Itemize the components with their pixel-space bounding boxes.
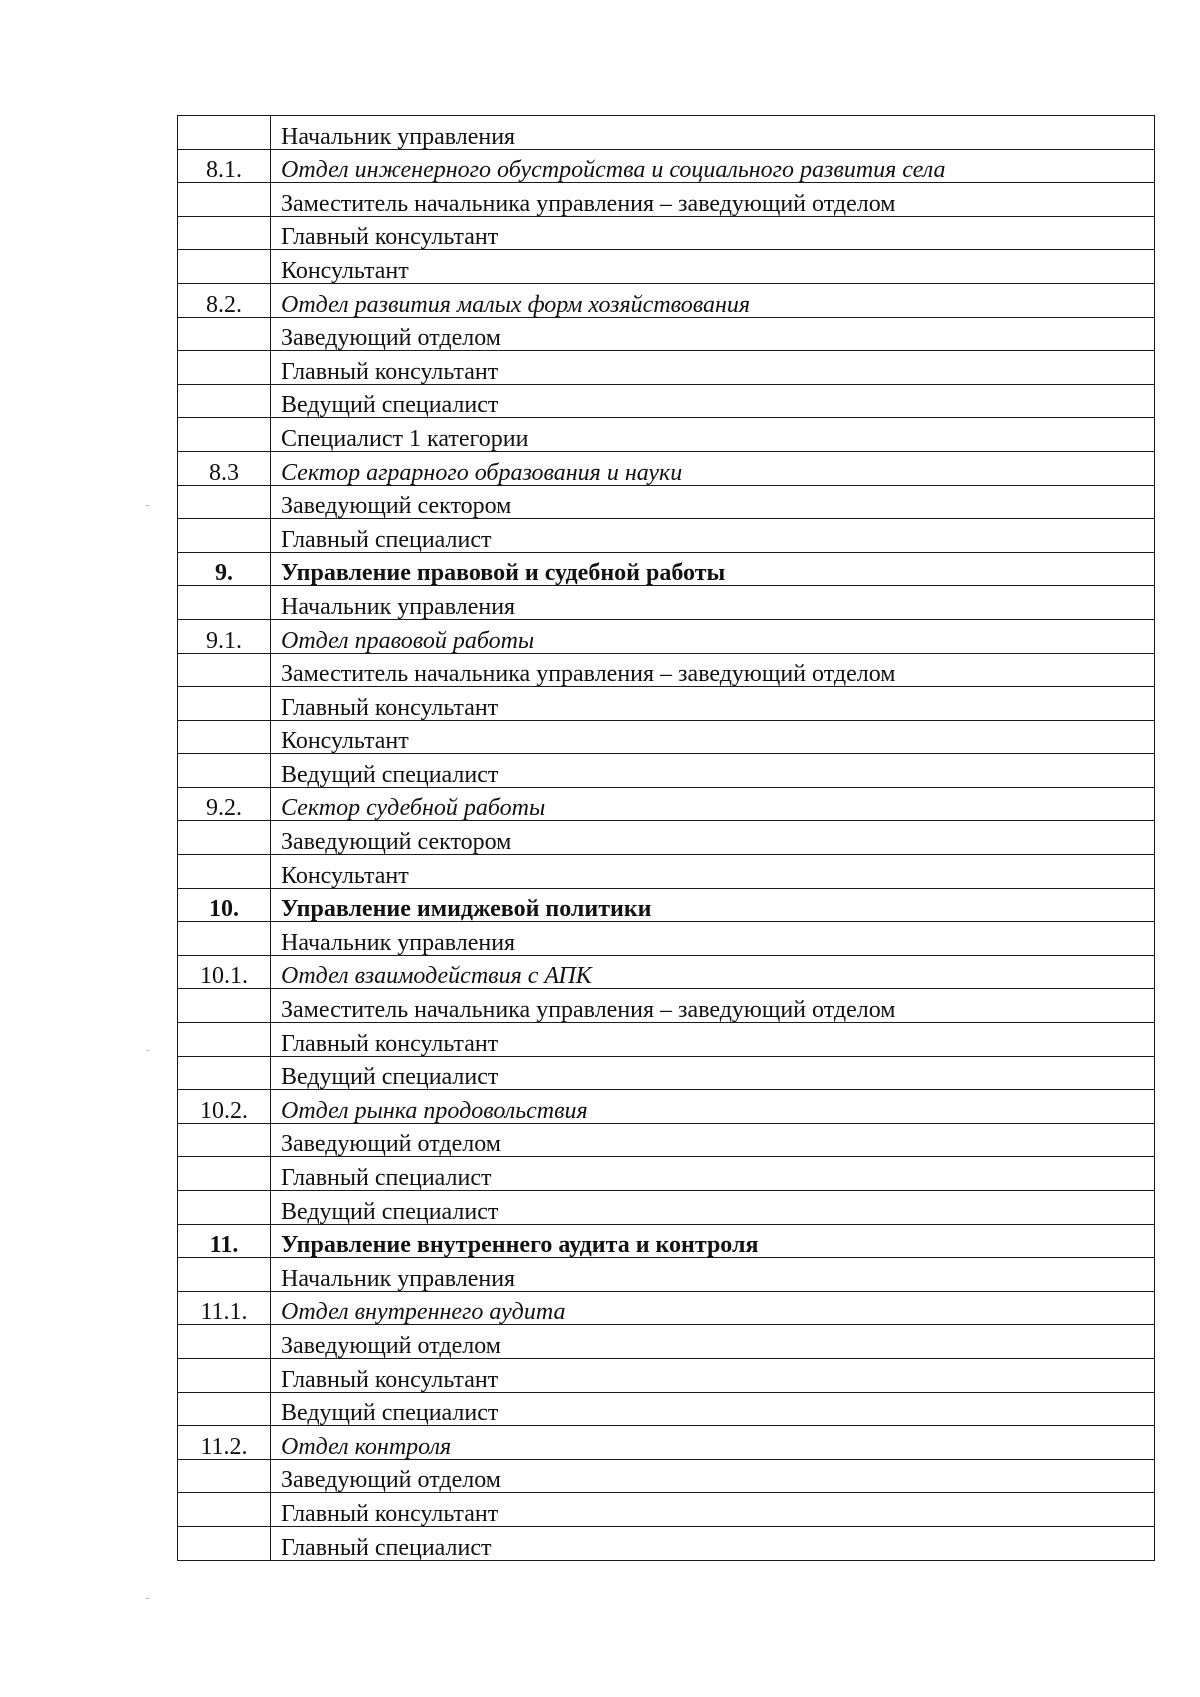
- row-number-cell: 11.: [178, 1224, 271, 1258]
- table-row: [178, 283, 1155, 317]
- table-row: [178, 451, 1155, 485]
- position-name-cell: Заведующий сектором: [271, 821, 1155, 855]
- row-number-cell: [178, 351, 271, 385]
- position-name-cell: Начальник управления: [271, 922, 1155, 956]
- table-row: [178, 787, 1155, 821]
- table-row: [178, 519, 1155, 553]
- position-name-cell: Начальник управления: [271, 586, 1155, 620]
- position-name-cell: Заведующий отделом: [271, 1459, 1155, 1493]
- row-number-cell: [178, 720, 271, 754]
- department-name-cell: Отдел инженерного обустройства и социального развития села: [271, 149, 1155, 183]
- table-row: [178, 687, 1155, 721]
- row-number-cell: [178, 216, 271, 250]
- row-number-cell: [178, 183, 271, 217]
- department-name-cell: Сектор аграрного образования и науки: [271, 451, 1155, 485]
- position-name-cell: Главный консультант: [271, 351, 1155, 385]
- table-row: [178, 216, 1155, 250]
- position-name-cell: Главный консультант: [271, 1358, 1155, 1392]
- table-row: [178, 183, 1155, 217]
- position-name-cell: Ведущий специалист: [271, 754, 1155, 788]
- department-name-cell: Отдел контроля: [271, 1426, 1155, 1460]
- row-number-cell: 9.: [178, 552, 271, 586]
- position-name-cell: Начальник управления: [271, 116, 1155, 150]
- row-number-cell: 11.1.: [178, 1291, 271, 1325]
- staff-structure-table: [177, 115, 1155, 1561]
- row-number-cell: 11.2.: [178, 1426, 271, 1460]
- table-row: [178, 418, 1155, 452]
- table-row: [178, 351, 1155, 385]
- row-number-cell: [178, 821, 271, 855]
- table-row: [178, 1224, 1155, 1258]
- directorate-name-cell: Управление правовой и судебной работы: [271, 552, 1155, 586]
- row-number-cell: 8.1.: [178, 149, 271, 183]
- row-number-cell: [178, 317, 271, 351]
- row-number-cell: [178, 989, 271, 1023]
- table-row: [178, 922, 1155, 956]
- table-row: [178, 1325, 1155, 1359]
- table-row: [178, 1392, 1155, 1426]
- position-name-cell: Специалист 1 категории: [271, 418, 1155, 452]
- directorate-name-cell: Управление внутреннего аудита и контроля: [271, 1224, 1155, 1258]
- department-name-cell: Сектор судебной работы: [271, 787, 1155, 821]
- position-name-cell: Заведующий отделом: [271, 1123, 1155, 1157]
- position-name-cell: Главный консультант: [271, 1023, 1155, 1057]
- position-name-cell: Ведущий специалист: [271, 1191, 1155, 1225]
- table-row: [178, 888, 1155, 922]
- row-number-cell: [178, 519, 271, 553]
- table-row: [178, 1426, 1155, 1460]
- table-row: [178, 1459, 1155, 1493]
- scan-speck: [146, 505, 149, 506]
- row-number-cell: [178, 1358, 271, 1392]
- department-name-cell: Отдел взаимодействия с АПК: [271, 955, 1155, 989]
- table-row: [178, 653, 1155, 687]
- row-number-cell: [178, 687, 271, 721]
- table-row: [178, 821, 1155, 855]
- table-row: [178, 1291, 1155, 1325]
- table-row: [178, 955, 1155, 989]
- row-number-cell: [178, 384, 271, 418]
- table-row: [178, 1526, 1155, 1560]
- row-number-cell: [178, 754, 271, 788]
- position-name-cell: Заместитель начальника управления – заведующий отделом: [271, 653, 1155, 687]
- row-number-cell: [178, 1493, 271, 1527]
- row-number-cell: [178, 1023, 271, 1057]
- position-name-cell: Консультант: [271, 250, 1155, 284]
- table-row: [178, 720, 1155, 754]
- row-number-cell: [178, 1123, 271, 1157]
- row-number-cell: [178, 116, 271, 150]
- scan-speck: [146, 1598, 149, 1599]
- position-name-cell: Заместитель начальника управления – заведующий отделом: [271, 989, 1155, 1023]
- department-name-cell: Отдел развития малых форм хозяйствования: [271, 283, 1155, 317]
- position-name-cell: Ведущий специалист: [271, 1392, 1155, 1426]
- row-number-cell: [178, 250, 271, 284]
- table-row: [178, 485, 1155, 519]
- row-number-cell: [178, 485, 271, 519]
- row-number-cell: [178, 922, 271, 956]
- department-name-cell: Отдел внутреннего аудита: [271, 1291, 1155, 1325]
- row-number-cell: 9.1.: [178, 619, 271, 653]
- row-number-cell: [178, 1526, 271, 1560]
- row-number-cell: [178, 418, 271, 452]
- row-number-cell: 10.2.: [178, 1090, 271, 1124]
- row-number-cell: [178, 1157, 271, 1191]
- table-row: [178, 250, 1155, 284]
- scan-speck: [146, 1050, 149, 1051]
- table-row: [178, 1191, 1155, 1225]
- row-number-cell: [178, 1191, 271, 1225]
- table-row: [178, 149, 1155, 183]
- row-number-cell: 10.: [178, 888, 271, 922]
- position-name-cell: Главный специалист: [271, 1157, 1155, 1191]
- department-name-cell: Отдел правовой работы: [271, 619, 1155, 653]
- table-row: [178, 1493, 1155, 1527]
- table-row: [178, 1123, 1155, 1157]
- position-name-cell: Ведущий специалист: [271, 1056, 1155, 1090]
- department-name-cell: Отдел рынка продовольствия: [271, 1090, 1155, 1124]
- position-name-cell: Заведующий отделом: [271, 317, 1155, 351]
- table-row: [178, 384, 1155, 418]
- position-name-cell: Заместитель начальника управления – заведующий отделом: [271, 183, 1155, 217]
- row-number-cell: [178, 586, 271, 620]
- row-number-cell: [178, 855, 271, 889]
- table-row: [178, 317, 1155, 351]
- table-row: [178, 552, 1155, 586]
- table-row: [178, 1023, 1155, 1057]
- table-row: [178, 1358, 1155, 1392]
- table-row: [178, 586, 1155, 620]
- position-name-cell: Консультант: [271, 720, 1155, 754]
- position-name-cell: Ведущий специалист: [271, 384, 1155, 418]
- table-body: [178, 116, 1155, 1561]
- row-number-cell: 9.2.: [178, 787, 271, 821]
- table-row: [178, 116, 1155, 150]
- row-number-cell: [178, 1392, 271, 1426]
- position-name-cell: Начальник управления: [271, 1258, 1155, 1292]
- table-row: [178, 619, 1155, 653]
- position-name-cell: Главный специалист: [271, 519, 1155, 553]
- position-name-cell: Главный консультант: [271, 687, 1155, 721]
- position-name-cell: Заведующий отделом: [271, 1325, 1155, 1359]
- row-number-cell: [178, 1459, 271, 1493]
- table-row: [178, 989, 1155, 1023]
- position-name-cell: Консультант: [271, 855, 1155, 889]
- row-number-cell: [178, 1325, 271, 1359]
- position-name-cell: Главный консультант: [271, 216, 1155, 250]
- row-number-cell: [178, 1056, 271, 1090]
- row-number-cell: 8.2.: [178, 283, 271, 317]
- position-name-cell: Главный консультант: [271, 1493, 1155, 1527]
- row-number-cell: [178, 653, 271, 687]
- row-number-cell: 10.1.: [178, 955, 271, 989]
- row-number-cell: [178, 1258, 271, 1292]
- table-row: [178, 1056, 1155, 1090]
- position-name-cell: Главный специалист: [271, 1526, 1155, 1560]
- table-row: [178, 1090, 1155, 1124]
- table-row: [178, 754, 1155, 788]
- table-row: [178, 855, 1155, 889]
- directorate-name-cell: Управление имиджевой политики: [271, 888, 1155, 922]
- row-number-cell: 8.3: [178, 451, 271, 485]
- table-row: [178, 1258, 1155, 1292]
- position-name-cell: Заведующий сектором: [271, 485, 1155, 519]
- table-row: [178, 1157, 1155, 1191]
